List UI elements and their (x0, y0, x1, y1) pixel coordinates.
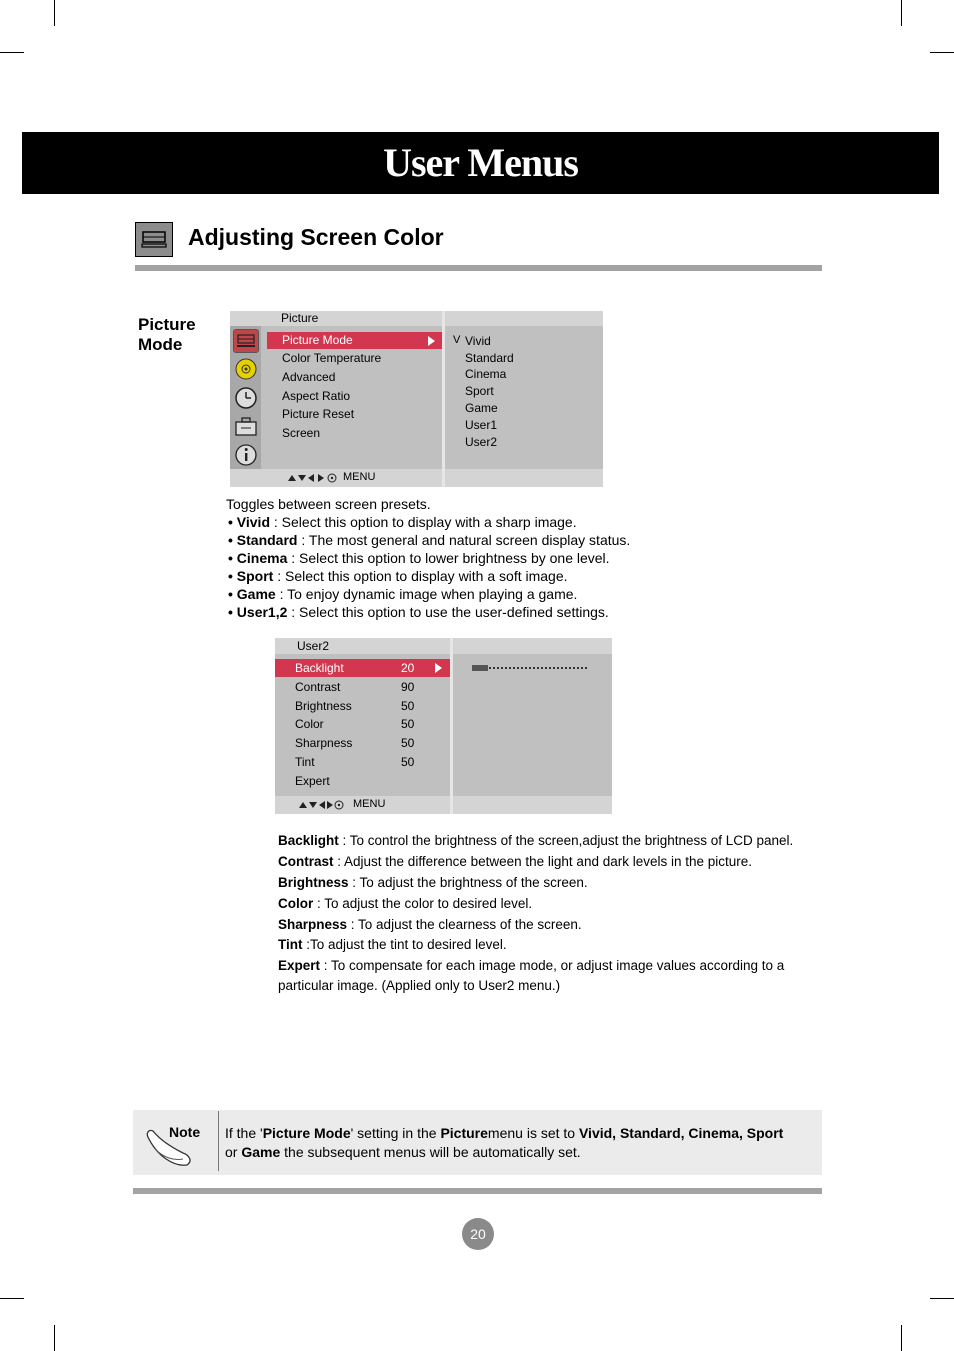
detail-line (278, 915, 808, 935)
note-bold: Picture Mode (262, 1125, 351, 1141)
note-bold: Picture (440, 1125, 488, 1141)
preset-name: Cinema (236, 550, 288, 566)
preset-line (228, 513, 577, 531)
detail-desc: :To adjust the tint to desired level. (302, 937, 507, 952)
option-standard[interactable]: Standard (465, 351, 514, 365)
user2-osd-menu (275, 638, 612, 814)
osd-item-value: 90 (401, 680, 415, 694)
detail-desc: : To adjust the brightness of the screen. (348, 875, 588, 890)
preset-intro: Toggles between screen presets. (226, 496, 431, 512)
note-text-part: menu is set to (487, 1125, 579, 1141)
preset-line (228, 585, 577, 603)
detail-name: Color (278, 896, 314, 911)
arrow-right-icon (435, 663, 442, 673)
crop-mark (54, 1325, 55, 1351)
osd-item-value: 20 (401, 661, 415, 675)
detail-name: Tint (278, 937, 303, 952)
detail-name: Contrast (278, 854, 334, 869)
page-title: User Menus (383, 140, 578, 185)
option-game[interactable]: Game (465, 401, 498, 415)
option-user1[interactable]: User1 (465, 418, 498, 432)
osd-item-screen[interactable]: Screen (282, 426, 321, 440)
osd-header-label: User2 (297, 639, 330, 653)
detail-line (278, 935, 808, 955)
note-text-part: If the ' (225, 1125, 263, 1141)
note-label: Note (169, 1124, 201, 1140)
crop-mark (54, 0, 55, 26)
crop-mark (0, 52, 24, 53)
detail-desc: : To adjust the clearness of the screen. (347, 917, 582, 932)
preset-name: User1,2 (236, 604, 288, 620)
osd-item-expert[interactable]: Expert (295, 774, 330, 788)
option-cinema[interactable]: Cinema (465, 367, 507, 381)
crop-mark (930, 1298, 954, 1299)
osd-footer (445, 469, 603, 487)
slider-track (472, 667, 587, 669)
osd-item-advanced[interactable]: Advanced (282, 370, 336, 384)
detail-name: Expert (278, 958, 321, 973)
picture-menu-icon[interactable] (233, 329, 259, 353)
section-rule (135, 265, 822, 271)
note-bold: Game (241, 1144, 281, 1160)
detail-line (278, 831, 808, 851)
color-menu-icon[interactable] (233, 357, 259, 381)
slider-fill (472, 665, 488, 671)
menu-button-label: MENU (353, 798, 386, 810)
detail-desc: : To control the brightness of the screen,adjust the brightness of LCD panel. (338, 833, 794, 848)
option-vivid[interactable]: Vivid (465, 334, 491, 348)
osd-item-brightness[interactable]: Brightness (295, 699, 352, 713)
detail-line (278, 873, 808, 893)
osd-footer (453, 796, 612, 814)
osd-divider (450, 638, 453, 814)
osd-header-label: Picture (281, 311, 319, 325)
preset-desc: : Select this option to use the user-defined settings. (287, 604, 609, 620)
side-label: Picture Mode (138, 315, 196, 354)
note-bold: Vivid, Standard, Cinema, Sport (578, 1125, 784, 1141)
bullet: • (228, 568, 237, 584)
bullet: • (228, 586, 237, 602)
crop-mark (0, 1298, 24, 1299)
clock-menu-icon[interactable] (233, 386, 259, 410)
preset-desc: : Select this option to display with a soft image. (273, 568, 568, 584)
osd-item-picture-mode[interactable] (267, 332, 442, 349)
preset-name: Standard (236, 532, 298, 548)
page-number: 20 (462, 1218, 494, 1250)
preset-line (228, 549, 610, 567)
note-text (225, 1124, 785, 1162)
preset-name: Vivid (236, 514, 270, 530)
osd-item-tint[interactable]: Tint (295, 755, 315, 769)
osd-item-label: Picture Mode (282, 333, 353, 347)
preset-desc: : The most general and natural screen display status. (297, 532, 631, 548)
detail-name: Brightness (278, 875, 349, 890)
crop-mark (930, 52, 954, 53)
preset-desc: : Select this option to display with a sharp image. (270, 514, 577, 530)
detail-line (278, 894, 808, 914)
detail-line (278, 852, 808, 872)
bullet: • (228, 514, 237, 530)
osd-item-aspect-ratio[interactable]: Aspect Ratio (282, 389, 351, 403)
check-mark: V (453, 334, 461, 346)
detail-name: Backlight (278, 833, 339, 848)
osd-item-color[interactable]: Color (295, 717, 324, 731)
preset-desc: : Select this option to lower brightness by one level. (287, 550, 610, 566)
osd-item-value: 50 (401, 717, 415, 731)
preset-name: Sport (236, 568, 274, 584)
toolbox-menu-icon[interactable] (233, 415, 259, 439)
section-title: Adjusting Screen Color (188, 224, 444, 250)
preset-line (228, 603, 609, 621)
detail-desc: : To compensate for each image mode, or adjust image values according to a particular image. (Applied only to User2 menu.) (278, 958, 785, 993)
osd-divider (442, 311, 445, 487)
detail-desc: : To adjust the color to desired level. (313, 896, 533, 911)
menu-button-label: MENU (343, 471, 376, 483)
bullet: • (228, 604, 237, 620)
crop-mark (901, 1325, 902, 1351)
title-banner (22, 132, 939, 194)
backlight-slider[interactable] (472, 665, 587, 671)
osd-item-value: 50 (401, 736, 415, 750)
osd-item-picture-reset[interactable]: Picture Reset (282, 407, 355, 421)
detail-line (278, 956, 808, 996)
osd-item-color-temperature[interactable]: Color Temperature (282, 351, 382, 365)
note-divider (218, 1111, 219, 1171)
preset-desc: : To enjoy dynamic image when playing a game. (275, 586, 578, 602)
preset-name: Game (236, 586, 276, 602)
osd-item-backlight[interactable]: Backlight (295, 661, 344, 675)
bullet: • (228, 532, 237, 548)
preset-line (228, 567, 568, 585)
osd-item-contrast[interactable]: Contrast (295, 680, 341, 694)
footer-rule (133, 1188, 822, 1194)
note-text-part: or (225, 1144, 242, 1160)
detail-name: Sharpness (278, 917, 348, 932)
osd-item-value: 50 (401, 699, 415, 713)
nav-arrows-icon (299, 799, 345, 814)
arrow-right-icon (428, 336, 435, 346)
preset-line (228, 531, 630, 549)
osd-item-sharpness[interactable]: Sharpness (295, 736, 353, 750)
option-user2[interactable]: User2 (465, 435, 498, 449)
bullet: • (228, 550, 237, 566)
crop-mark (901, 0, 902, 26)
picture-osd-menu (230, 311, 603, 487)
detail-desc: : Adjust the difference between the light and dark levels in the picture. (333, 854, 753, 869)
monitor-icon (135, 222, 173, 257)
note-text-part: the subsequent menus will be automatically set. (280, 1144, 581, 1160)
note-text-part: ' setting in the (350, 1125, 441, 1141)
osd-item-value: 50 (401, 755, 415, 769)
nav-arrows-icon (288, 472, 338, 487)
info-menu-icon[interactable] (233, 443, 259, 467)
option-sport[interactable]: Sport (465, 384, 494, 398)
